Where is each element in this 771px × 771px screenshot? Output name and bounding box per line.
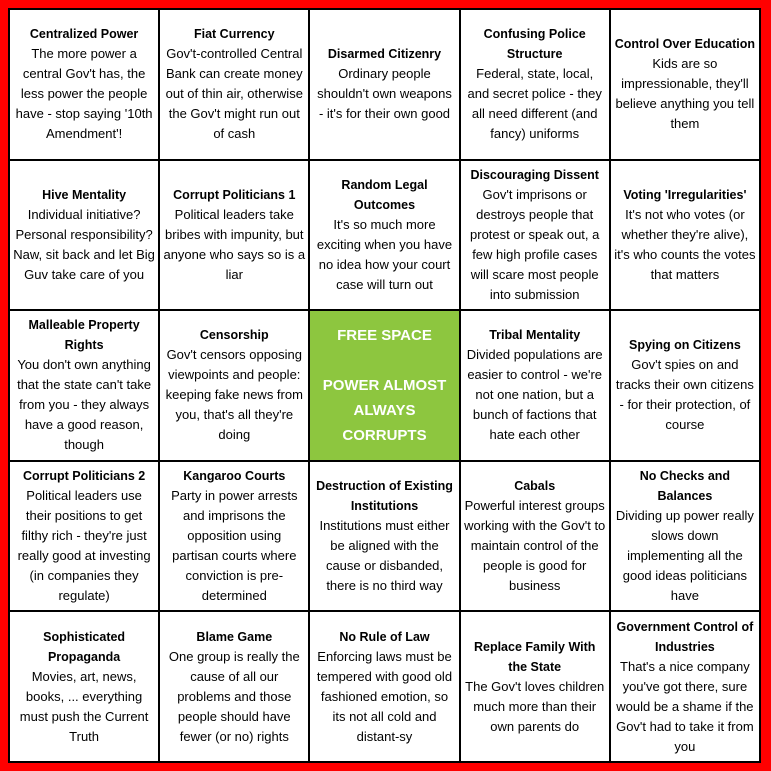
- cell-description: Movies, art, news, books, ... everything must push the Current Truth: [19, 668, 149, 744]
- bingo-cell-r5c5: [611, 612, 759, 761]
- cell-description: The more power a central Gov't has, the less power the people have - stop saying '10th Amendment'!: [15, 46, 153, 142]
- cell-description: Institutions must either be aligned with the cause or disbanded, there is no third way: [319, 518, 450, 594]
- bingo-cell-r2c4: [461, 161, 609, 310]
- cell-title: Replace Family With the State: [473, 639, 596, 674]
- bingo-cell-r1c2: [160, 10, 308, 159]
- cell-title: FREE SPACE: [337, 326, 432, 344]
- cell-title: Kangaroo Courts: [183, 469, 286, 484]
- bingo-cell-r4c4: [461, 462, 609, 611]
- bingo-cell-r5c3: [310, 612, 458, 761]
- free-space-motto: POWER ALMOST ALWAYS CORRUPTS: [322, 376, 447, 444]
- cell-title: Confusing Police Structure: [483, 27, 586, 62]
- cell-title: No Checks and Balances: [639, 469, 731, 504]
- bingo-cell-r4c1: [10, 462, 158, 611]
- cell-description: Enforcing laws must be tempered with good old fashioned emotion, so its not all cold and distant-sy: [316, 648, 453, 744]
- cell-description: It's not who votes (or whether they're alive), it's who counts the votes that matters: [614, 206, 756, 282]
- bingo-cell-r2c5: [611, 161, 759, 310]
- cell-title: Sophisticated Propaganda: [43, 629, 126, 664]
- bingo-cell-r4c2: [160, 462, 308, 611]
- cell-description: That's a nice company you've got there, sure would be a shame if the Gov't had to take it from you: [616, 658, 754, 754]
- bingo-cell-r5c1: [10, 612, 158, 761]
- bingo-cell-r2c1: [10, 161, 158, 310]
- cell-title: Control Over Education: [614, 37, 756, 52]
- bingo-cell-r3c5: [611, 311, 759, 460]
- cell-description: One group is really the cause of all our problems and those people should have fewer (or no) rights: [168, 648, 300, 744]
- cell-description: Divided populations are easier to control - we're not one nation, but a bunch of factions that hate each other: [466, 347, 603, 443]
- bingo-cell-r3c1: [10, 311, 158, 460]
- cell-title: Destruction of Existing Institutions: [316, 479, 453, 514]
- cell-description: Powerful interest groups working with the Gov't to maintain control of the people is good for business: [464, 498, 606, 594]
- bingo-cell-r2c2: [160, 161, 308, 310]
- cell-description: It's so much more exciting when you have no idea how your court case will turn out: [316, 216, 453, 292]
- cell-title: Disarmed Citizenry: [327, 47, 442, 62]
- cell-description: Ordinary people shouldn't own weapons - it's for their own good: [317, 66, 452, 122]
- cell-title: Fiat Currency: [193, 27, 275, 42]
- cell-title: Tribal Mentality: [489, 328, 581, 343]
- cell-description: Gov't imprisons or destroys people that protest or speak out, a few high profile cases will scare most people into submission: [470, 186, 600, 302]
- cell-title: No Rule of Law: [339, 629, 430, 644]
- bingo-cell-r1c3: [310, 10, 458, 159]
- cell-title: Corrupt Politicians 1: [173, 187, 296, 202]
- cell-description: Political leaders use their positions to get filthy rich - they're just really good at investing (in companies they regulate): [17, 488, 151, 604]
- cell-title: Blame Game: [196, 629, 273, 644]
- cell-description: Individual initiative? Personal responsibility? Naw, sit back and let Big Guv take care of you: [13, 206, 155, 282]
- cell-description: You don't own anything that the state can't take from you - they always have a good reason, though: [17, 357, 152, 453]
- cell-title: Centralized Power: [29, 27, 139, 42]
- bingo-cell-r3c2: [160, 311, 308, 460]
- cell-description: Federal, state, local, and secret police - they all need different (and fancy) uniforms: [467, 66, 602, 142]
- bingo-free-space: [310, 311, 458, 460]
- cell-description: Political leaders take bribes with impunity, but anyone who says so is a liar: [163, 206, 306, 282]
- cell-title: Censorship: [199, 328, 269, 343]
- cell-title: Spying on Citizens: [628, 338, 741, 353]
- cell-title: Hive Mentality: [42, 187, 127, 202]
- cell-title: Malleable Property Rights: [28, 318, 140, 353]
- cell-description: The Gov't loves children much more than their own parents do: [465, 678, 605, 734]
- cell-title: Random Legal Outcomes: [341, 177, 428, 212]
- bingo-cell-r2c3: [310, 161, 458, 310]
- bingo-cell-r3c4: [461, 311, 609, 460]
- bingo-cell-r5c2: [160, 612, 308, 761]
- cell-description: Party in power arrests and imprisons the opposition using partisan courts where conviction is pre-determined: [171, 488, 298, 604]
- bingo-cell-r5c4: [461, 612, 609, 761]
- bingo-cell-r4c3: [310, 462, 458, 611]
- cell-title: Discouraging Dissent: [470, 167, 599, 182]
- cell-description: Dividing up power really slows down implementing all the good ideas politicians have: [615, 508, 754, 604]
- bingo-cell-r4c5: [611, 462, 759, 611]
- cell-title: Cabals: [514, 479, 556, 494]
- cell-title: Corrupt Politicians 2: [22, 469, 146, 484]
- cell-description: Gov't censors opposing viewpoints and people: keeping fake news from you, that's all they're doing: [165, 347, 303, 443]
- cell-description: Gov't-controlled Central Bank can create money out of thin air, otherwise the Gov't might run out of cash: [165, 46, 303, 142]
- cell-description: Gov't spies on and tracks their own citizens - for their protection, of course: [615, 357, 754, 433]
- bingo-cell-r1c5: [611, 10, 759, 159]
- bingo-grid: [8, 8, 761, 763]
- cell-description: Kids are so impressionable, they'll believe anything you tell them: [615, 56, 755, 132]
- cell-title: Government Control of Industries: [616, 619, 754, 654]
- cell-title: Voting 'Irregularities': [623, 187, 747, 202]
- bingo-cell-r1c1: [10, 10, 158, 159]
- bingo-cell-r1c4: [461, 10, 609, 159]
